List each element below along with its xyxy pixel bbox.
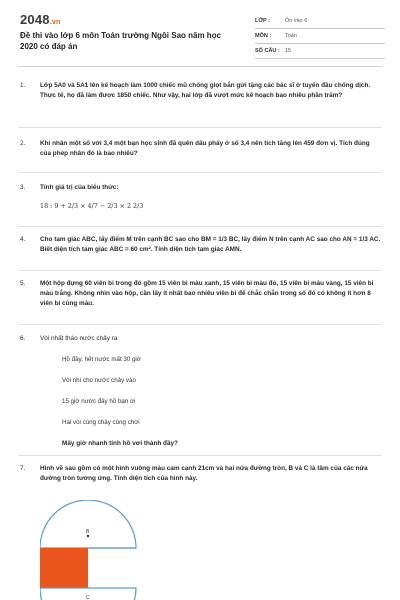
meta-value: Toán	[285, 33, 297, 39]
question-text: Tính giá trị của biểu thức:	[40, 184, 119, 191]
poem-line: Hồ đầy, hết nước mất 30 giờ	[62, 356, 141, 363]
question-text: Hình vẽ sau gồm có một hình vuông màu cam cạnh 21cm và hai nửa đường tròn, B và C là tâm của các nửa đường tròn tương ứng. Tính diện tích của hình này.	[40, 465, 368, 482]
question-text: Một hộp đựng 60 viên bi trong đó gồm 15 viên bi màu xanh, 15 viên bi màu đỏ, 15 viên bi màu vàng, 15 viên bi màu trắng. Không nhìn vào hộp, cần lấy ít nhất bao nhiêu viên bi để chắc chắn trong số đó có không ít hơn 8 viên bi cùng màu.	[40, 280, 374, 307]
meta-row-count	[255, 44, 385, 59]
question-text: Vòi nhất tháo nước chảy ra	[40, 335, 118, 342]
geometry-figure	[40, 500, 160, 600]
meta-key: SỐ CÂU :	[255, 48, 280, 54]
question-3	[20, 183, 382, 211]
meta-row-class	[255, 14, 385, 29]
question-separator	[18, 127, 382, 128]
center-point-b	[87, 535, 89, 537]
question-number: 2.	[20, 140, 26, 147]
question-2	[20, 139, 382, 159]
label-b: B	[86, 529, 90, 535]
question-separator	[18, 324, 382, 325]
question-4	[20, 235, 382, 255]
question-number: 7.	[20, 465, 26, 472]
question-5	[20, 279, 382, 309]
question-separator	[18, 172, 382, 173]
meta-row-subject	[255, 29, 385, 44]
question-text: Cho tam giác ABC, lấy điểm M trên cạnh BC sao cho BM = 1/3 BC, lấy điểm N trên cạnh AC sao cho AN = 1/3 AC. Biết diện tích tam giác ABC = 60 cm². Tính diện tích tam giác AMN.	[40, 236, 381, 253]
orange-square	[40, 548, 88, 588]
question-separator	[18, 226, 382, 227]
poem-line: 15 giờ nước đầy hồ bạn ơi	[62, 398, 136, 405]
question-text: Lớp 5A0 và 5A1 lên kế hoạch làm 1000 chiếc mũ chống giọt bắn gửi tặng các bác sĩ ở tuyến đầu chống dịch. Thực tế, họ đã làm được 1850 chiếc. Như vậy, hai lớp đã vượt mức kế hoạch bao nhiêu phần trăm?	[40, 82, 371, 99]
question-separator	[18, 455, 382, 456]
question-number: 1.	[20, 82, 26, 89]
header-divider	[18, 66, 382, 67]
question-6	[20, 334, 382, 449]
site-logo[interactable]	[20, 12, 60, 27]
label-c: C	[86, 595, 90, 600]
math-expression: 18 : 9 + 2/3 × 4/7 − 2/3 × 2 2/3	[40, 202, 144, 210]
question-number: 4.	[20, 236, 26, 243]
question-7	[20, 464, 382, 484]
meta-table	[255, 14, 385, 59]
poem-line: Hai vòi cùng chảy cùng chơi	[62, 419, 140, 426]
semicircle-top	[40, 500, 136, 548]
logo-main: 2048	[20, 12, 50, 27]
question-1	[20, 81, 382, 101]
question-number: 3.	[20, 184, 26, 191]
question-number: 5.	[20, 280, 26, 287]
meta-key: MÔN :	[255, 33, 272, 39]
question-text: Khi nhân một số với 3,4 một bạn học sinh đã quên dấu phẩy ở số 3,4 nên tích tăng lên 459 đơn vị. Tích đúng của phép nhân đó là bao nhiêu?	[40, 140, 370, 157]
question-separator	[18, 270, 382, 271]
meta-value: 15	[285, 48, 292, 54]
meta-key: LỚP :	[255, 18, 270, 24]
meta-value: Ôn vào 6	[285, 18, 308, 24]
question-number: 6.	[20, 335, 26, 342]
document-header	[0, 0, 400, 62]
logo-suffix: .vn	[49, 19, 61, 26]
poem-question: Mấy giờ nhanh tính hồ vơi thành đầy?	[62, 440, 178, 447]
document-title: Đề thi vào lớp 6 môn Toán trường Ngôi Sao năm học 2020 có đáp án	[20, 31, 222, 51]
poem-line: Vòi nhì cho nước chảy vào	[62, 377, 136, 384]
